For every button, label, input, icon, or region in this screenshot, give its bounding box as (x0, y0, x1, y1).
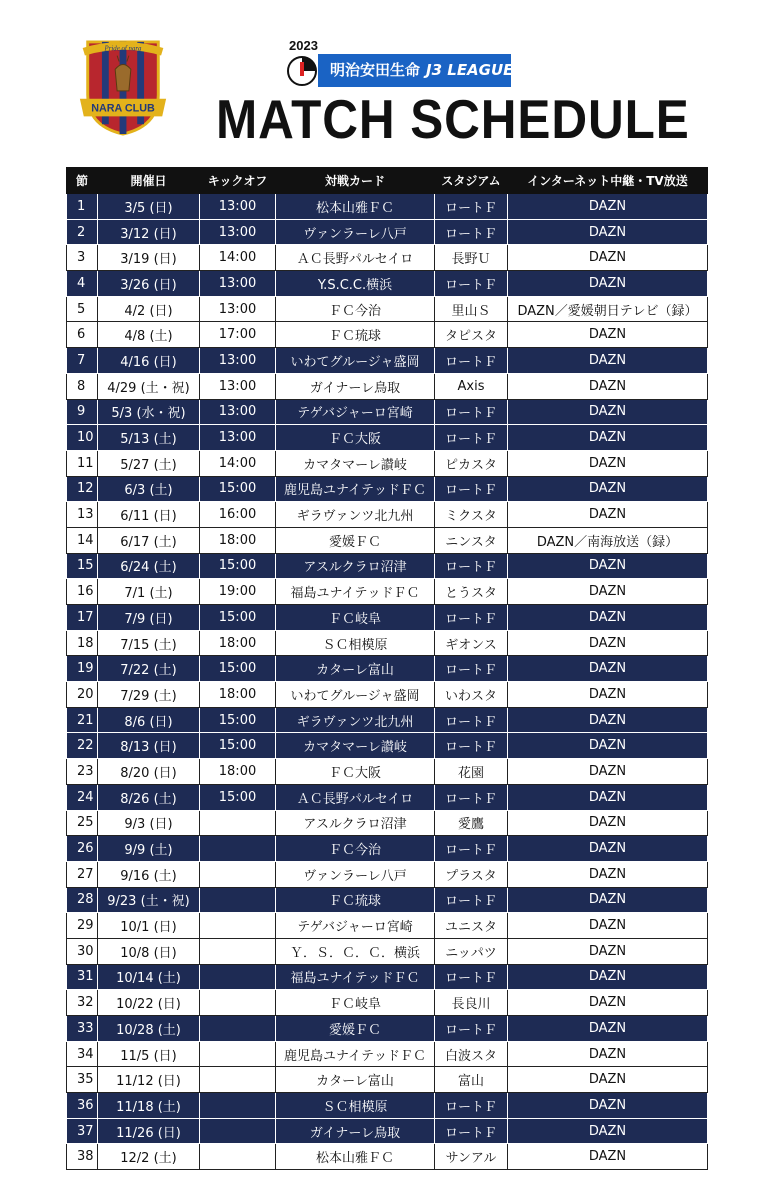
broadcast-cell: DAZN (508, 990, 708, 1016)
round-cell: 6 (67, 322, 98, 348)
opponent-cell: 松本山雅ＦＣ (276, 1144, 435, 1170)
date-cell: 8/6 (日) (98, 707, 200, 733)
opponent-cell: カターレ富山 (276, 1067, 435, 1093)
round-cell: 27 (67, 861, 98, 887)
stadium-cell: ロートＦ (435, 194, 508, 220)
round-cell: 36 (67, 1093, 98, 1119)
table-row (67, 245, 708, 271)
table-row (67, 553, 708, 579)
kickoff-cell: 13:00 (200, 425, 276, 451)
broadcast-cell: DAZN (508, 1041, 708, 1067)
kickoff-cell: 17:00 (200, 322, 276, 348)
round-cell: 38 (67, 1144, 98, 1170)
header-opponent: 対戦カード (276, 168, 435, 194)
broadcast-cell: DAZN (508, 861, 708, 887)
table-row (67, 605, 708, 631)
broadcast-cell: DAZN (508, 1118, 708, 1144)
broadcast-cell: DAZN (508, 245, 708, 271)
stadium-cell: ミクスタ (435, 502, 508, 528)
kickoff-cell: 18:00 (200, 759, 276, 785)
round-cell: 2 (67, 219, 98, 245)
table-row (67, 322, 708, 348)
opponent-cell: 福島ユナイテッドＦＣ (276, 964, 435, 990)
stadium-cell: ロートＦ (435, 605, 508, 631)
table-row (67, 579, 708, 605)
broadcast-cell: DAZN (508, 399, 708, 425)
date-cell: 7/15 (土) (98, 630, 200, 656)
kickoff-cell: 13:00 (200, 219, 276, 245)
date-cell: 6/24 (土) (98, 553, 200, 579)
kickoff-cell: 13:00 (200, 348, 276, 374)
round-cell: 21 (67, 707, 98, 733)
broadcast-cell: DAZN (508, 450, 708, 476)
round-cell: 25 (67, 810, 98, 836)
kickoff-cell (200, 836, 276, 862)
stadium-cell: 花園 (435, 759, 508, 785)
opponent-cell: アスルクラロ沼津 (276, 553, 435, 579)
stadium-cell: ロートＦ (435, 733, 508, 759)
table-row (67, 964, 708, 990)
round-cell: 17 (67, 605, 98, 631)
date-cell: 5/27 (土) (98, 450, 200, 476)
broadcast-cell: DAZN (508, 913, 708, 939)
broadcast-cell: DAZN (508, 194, 708, 220)
round-cell: 8 (67, 373, 98, 399)
round-cell: 30 (67, 938, 98, 964)
opponent-cell: いわてグルージャ盛岡 (276, 348, 435, 374)
stadium-cell: いわスタ (435, 682, 508, 708)
opponent-cell: Y.S.C.C.横浜 (276, 271, 435, 297)
stadium-cell: ロートＦ (435, 964, 508, 990)
date-cell: 6/3 (土) (98, 476, 200, 502)
round-cell: 1 (67, 194, 98, 220)
broadcast-cell: DAZN (508, 682, 708, 708)
stadium-cell: 愛鷹 (435, 810, 508, 836)
opponent-cell: 松本山雅ＦＣ (276, 194, 435, 220)
table-header-row (67, 168, 708, 194)
kickoff-cell: 15:00 (200, 707, 276, 733)
table-row (67, 476, 708, 502)
round-cell: 20 (67, 682, 98, 708)
kickoff-cell (200, 810, 276, 836)
header-stadium: スタジアム (435, 168, 508, 194)
broadcast-cell: DAZN (508, 656, 708, 682)
broadcast-cell: DAZN (508, 810, 708, 836)
table-row (67, 1093, 708, 1119)
round-cell: 10 (67, 425, 98, 451)
opponent-cell: ＦＣ今治 (276, 296, 435, 322)
table-row (67, 733, 708, 759)
round-cell: 7 (67, 348, 98, 374)
round-cell: 29 (67, 913, 98, 939)
opponent-cell: テゲバジャーロ宮崎 (276, 913, 435, 939)
table-row (67, 707, 708, 733)
kickoff-cell (200, 938, 276, 964)
kickoff-cell: 13:00 (200, 271, 276, 297)
jleague-logo-icon (287, 54, 317, 88)
broadcast-cell: DAZN (508, 1067, 708, 1093)
date-cell: 6/17 (土) (98, 527, 200, 553)
kickoff-cell (200, 913, 276, 939)
date-cell: 6/11 (日) (98, 502, 200, 528)
date-cell: 5/13 (土) (98, 425, 200, 451)
broadcast-cell: DAZN (508, 579, 708, 605)
stadium-cell: Axis (435, 373, 508, 399)
table-row (67, 425, 708, 451)
table-row (67, 527, 708, 553)
table-row (67, 1118, 708, 1144)
opponent-cell: 福島ユナイテッドＦＣ (276, 579, 435, 605)
opponent-cell: いわてグルージャ盛岡 (276, 682, 435, 708)
kickoff-cell: 13:00 (200, 194, 276, 220)
kickoff-cell: 15:00 (200, 733, 276, 759)
kickoff-cell (200, 1118, 276, 1144)
stadium-cell: ロートＦ (435, 887, 508, 913)
round-cell: 12 (67, 476, 98, 502)
opponent-cell: ＦＣ琉球 (276, 887, 435, 913)
kickoff-cell (200, 990, 276, 1016)
date-cell: 7/1 (土) (98, 579, 200, 605)
date-cell: 3/19 (日) (98, 245, 200, 271)
stadium-cell: ロートＦ (435, 784, 508, 810)
opponent-cell: ヴァンラーレ八戸 (276, 219, 435, 245)
date-cell: 10/1 (日) (98, 913, 200, 939)
stadium-cell: ロートＦ (435, 1118, 508, 1144)
stadium-cell: ロートＦ (435, 836, 508, 862)
table-row (67, 399, 708, 425)
round-cell: 32 (67, 990, 98, 1016)
round-cell: 24 (67, 784, 98, 810)
opponent-cell: ＦＣ岐阜 (276, 605, 435, 631)
broadcast-cell: DAZN (508, 630, 708, 656)
broadcast-cell: DAZN (508, 425, 708, 451)
stadium-cell: 富山 (435, 1067, 508, 1093)
header-round: 節 (67, 168, 98, 194)
kickoff-cell (200, 1041, 276, 1067)
opponent-cell: カマタマーレ讃岐 (276, 733, 435, 759)
round-cell: 23 (67, 759, 98, 785)
stadium-cell: ロートＦ (435, 271, 508, 297)
date-cell: 7/29 (土) (98, 682, 200, 708)
broadcast-cell: DAZN／愛媛朝日テレビ（録） (508, 296, 708, 322)
league-jp-name: 明治安田生命 (330, 61, 421, 79)
table-row (67, 656, 708, 682)
table-row (67, 348, 708, 374)
broadcast-cell: DAZN (508, 322, 708, 348)
date-cell: 11/18 (土) (98, 1093, 200, 1119)
stadium-cell: ピカスタ (435, 450, 508, 476)
table-row (67, 990, 708, 1016)
opponent-cell: ＦＣ大阪 (276, 759, 435, 785)
stadium-cell: ロートＦ (435, 1016, 508, 1042)
kickoff-cell: 15:00 (200, 784, 276, 810)
kickoff-cell (200, 1016, 276, 1042)
header-kickoff: キックオフ (200, 168, 276, 194)
stadium-cell: ロートＦ (435, 476, 508, 502)
table-row (67, 1016, 708, 1042)
stadium-cell: 里山Ｓ (435, 296, 508, 322)
table-row (67, 373, 708, 399)
broadcast-cell: DAZN (508, 605, 708, 631)
round-cell: 13 (67, 502, 98, 528)
round-cell: 28 (67, 887, 98, 913)
date-cell: 5/3 (水・祝) (98, 399, 200, 425)
date-cell: 4/2 (日) (98, 296, 200, 322)
stadium-cell: 長良川 (435, 990, 508, 1016)
round-cell: 33 (67, 1016, 98, 1042)
broadcast-cell: DAZN (508, 348, 708, 374)
table-row (67, 682, 708, 708)
table-row (67, 630, 708, 656)
date-cell: 9/23 (土・祝) (98, 887, 200, 913)
match-schedule-table (66, 167, 708, 1170)
opponent-cell: ガイナーレ鳥取 (276, 1118, 435, 1144)
table-row (67, 296, 708, 322)
season-year: 2023 (289, 38, 318, 53)
league-name-banner (318, 54, 514, 87)
stadium-cell: ロートＦ (435, 399, 508, 425)
kickoff-cell: 18:00 (200, 527, 276, 553)
kickoff-cell: 19:00 (200, 579, 276, 605)
svg-text:Pride of nara: Pride of nara (104, 45, 142, 53)
date-cell: 10/8 (日) (98, 938, 200, 964)
kickoff-cell: 18:00 (200, 682, 276, 708)
opponent-cell: テゲバジャーロ宮崎 (276, 399, 435, 425)
round-cell: 18 (67, 630, 98, 656)
opponent-cell: ＡＣ長野パルセイロ (276, 245, 435, 271)
stadium-cell: ニンスタ (435, 527, 508, 553)
broadcast-cell: DAZN (508, 836, 708, 862)
date-cell: 3/26 (日) (98, 271, 200, 297)
broadcast-cell: DAZN (508, 553, 708, 579)
date-cell: 4/16 (日) (98, 348, 200, 374)
stadium-cell: ロートＦ (435, 553, 508, 579)
stadium-cell: サンアル (435, 1144, 508, 1170)
broadcast-cell: DAZN (508, 1144, 708, 1170)
date-cell: 9/9 (土) (98, 836, 200, 862)
opponent-cell: ＦＣ岐阜 (276, 990, 435, 1016)
round-cell: 9 (67, 399, 98, 425)
kickoff-cell (200, 1144, 276, 1170)
round-cell: 26 (67, 836, 98, 862)
round-cell: 34 (67, 1041, 98, 1067)
kickoff-cell: 13:00 (200, 296, 276, 322)
kickoff-cell: 15:00 (200, 476, 276, 502)
kickoff-cell: 16:00 (200, 502, 276, 528)
stadium-cell: 白波スタ (435, 1041, 508, 1067)
broadcast-cell: DAZN (508, 733, 708, 759)
round-cell: 11 (67, 450, 98, 476)
opponent-cell: カマタマーレ讃岐 (276, 450, 435, 476)
header-broadcast: インターネット中継・TV放送 (508, 168, 708, 194)
table-row (67, 810, 708, 836)
broadcast-cell: DAZN (508, 1093, 708, 1119)
table-row (67, 938, 708, 964)
kickoff-cell (200, 1067, 276, 1093)
kickoff-cell: 15:00 (200, 553, 276, 579)
round-cell: 31 (67, 964, 98, 990)
kickoff-cell (200, 861, 276, 887)
opponent-cell: 愛媛ＦＣ (276, 527, 435, 553)
opponent-cell: カターレ富山 (276, 656, 435, 682)
opponent-cell: アスルクラロ沼津 (276, 810, 435, 836)
broadcast-cell: DAZN (508, 759, 708, 785)
round-cell: 35 (67, 1067, 98, 1093)
table-row (67, 913, 708, 939)
date-cell: 10/14 (土) (98, 964, 200, 990)
table-row (67, 861, 708, 887)
kickoff-cell: 15:00 (200, 656, 276, 682)
date-cell: 10/28 (土) (98, 1016, 200, 1042)
broadcast-cell: DAZN (508, 219, 708, 245)
table-row (67, 1067, 708, 1093)
date-cell: 8/20 (日) (98, 759, 200, 785)
round-cell: 14 (67, 527, 98, 553)
date-cell: 11/26 (日) (98, 1118, 200, 1144)
broadcast-cell: DAZN (508, 1016, 708, 1042)
svg-text:NARA CLUB: NARA CLUB (91, 102, 155, 115)
stadium-cell: プラスタ (435, 861, 508, 887)
stadium-cell: タピスタ (435, 322, 508, 348)
stadium-cell: ロートＦ (435, 707, 508, 733)
opponent-cell: ガイナーレ鳥取 (276, 373, 435, 399)
date-cell: 4/8 (土) (98, 322, 200, 348)
date-cell: 3/12 (日) (98, 219, 200, 245)
opponent-cell: 鹿児島ユナイテッドＦＣ (276, 1041, 435, 1067)
round-cell: 19 (67, 656, 98, 682)
broadcast-cell: DAZN (508, 271, 708, 297)
opponent-cell: 愛媛ＦＣ (276, 1016, 435, 1042)
kickoff-cell: 14:00 (200, 450, 276, 476)
table-row (67, 271, 708, 297)
table-row (67, 219, 708, 245)
date-cell: 8/13 (日) (98, 733, 200, 759)
date-cell: 9/16 (土) (98, 861, 200, 887)
broadcast-cell: DAZN (508, 476, 708, 502)
opponent-cell: ギラヴァンツ北九州 (276, 707, 435, 733)
opponent-cell: ＦＣ大阪 (276, 425, 435, 451)
stadium-cell: 長野Ｕ (435, 245, 508, 271)
broadcast-cell: DAZN (508, 964, 708, 990)
date-cell: 4/29 (土・祝) (98, 373, 200, 399)
table-row (67, 502, 708, 528)
kickoff-cell: 14:00 (200, 245, 276, 271)
opponent-cell: ギラヴァンツ北九州 (276, 502, 435, 528)
stadium-cell: ニッパツ (435, 938, 508, 964)
kickoff-cell (200, 964, 276, 990)
kickoff-cell: 18:00 (200, 630, 276, 656)
date-cell: 7/22 (土) (98, 656, 200, 682)
date-cell: 10/22 (日) (98, 990, 200, 1016)
kickoff-cell: 15:00 (200, 605, 276, 631)
opponent-cell: ヴァンラーレ八戸 (276, 861, 435, 887)
stadium-cell: ロートＦ (435, 656, 508, 682)
date-cell: 8/26 (土) (98, 784, 200, 810)
date-cell: 7/9 (日) (98, 605, 200, 631)
broadcast-cell: DAZN (508, 938, 708, 964)
stadium-cell: ユニスタ (435, 913, 508, 939)
date-cell: 3/5 (日) (98, 194, 200, 220)
broadcast-cell: DAZN (508, 373, 708, 399)
opponent-cell: Ｙ．Ｓ．Ｃ．Ｃ．横浜 (276, 938, 435, 964)
stadium-cell: ロートＦ (435, 425, 508, 451)
opponent-cell: ＦＣ今治 (276, 836, 435, 862)
round-cell: 22 (67, 733, 98, 759)
broadcast-cell: DAZN (508, 707, 708, 733)
stadium-cell: ギオンス (435, 630, 508, 656)
round-cell: 4 (67, 271, 98, 297)
header-date: 開催日 (98, 168, 200, 194)
league-en-name: J3 LEAGUE (426, 61, 514, 79)
round-cell: 15 (67, 553, 98, 579)
table-row (67, 836, 708, 862)
date-cell: 11/12 (日) (98, 1067, 200, 1093)
opponent-cell: ＦＣ琉球 (276, 322, 435, 348)
table-row (67, 194, 708, 220)
page-title: MATCH SCHEDULE (216, 88, 690, 150)
date-cell: 9/3 (日) (98, 810, 200, 836)
opponent-cell: ＳＣ相模原 (276, 1093, 435, 1119)
stadium-cell: ロートＦ (435, 1093, 508, 1119)
stadium-cell: ロートＦ (435, 219, 508, 245)
table-row (67, 1041, 708, 1067)
opponent-cell: ＡＣ長野パルセイロ (276, 784, 435, 810)
nara-club-crest-logo (74, 38, 172, 136)
table-row (67, 450, 708, 476)
round-cell: 37 (67, 1118, 98, 1144)
broadcast-cell: DAZN (508, 784, 708, 810)
date-cell: 12/2 (土) (98, 1144, 200, 1170)
table-row (67, 784, 708, 810)
broadcast-cell: DAZN (508, 502, 708, 528)
stadium-cell: とうスタ (435, 579, 508, 605)
round-cell: 16 (67, 579, 98, 605)
round-cell: 3 (67, 245, 98, 271)
stadium-cell: ロートＦ (435, 348, 508, 374)
table-row (67, 1144, 708, 1170)
kickoff-cell: 13:00 (200, 399, 276, 425)
broadcast-cell: DAZN (508, 887, 708, 913)
opponent-cell: ＳＣ相模原 (276, 630, 435, 656)
kickoff-cell (200, 1093, 276, 1119)
table-row (67, 759, 708, 785)
kickoff-cell: 13:00 (200, 373, 276, 399)
date-cell: 11/5 (日) (98, 1041, 200, 1067)
round-cell: 5 (67, 296, 98, 322)
broadcast-cell: DAZN／南海放送（録） (508, 527, 708, 553)
opponent-cell: 鹿児島ユナイテッドＦＣ (276, 476, 435, 502)
table-row (67, 887, 708, 913)
kickoff-cell (200, 887, 276, 913)
